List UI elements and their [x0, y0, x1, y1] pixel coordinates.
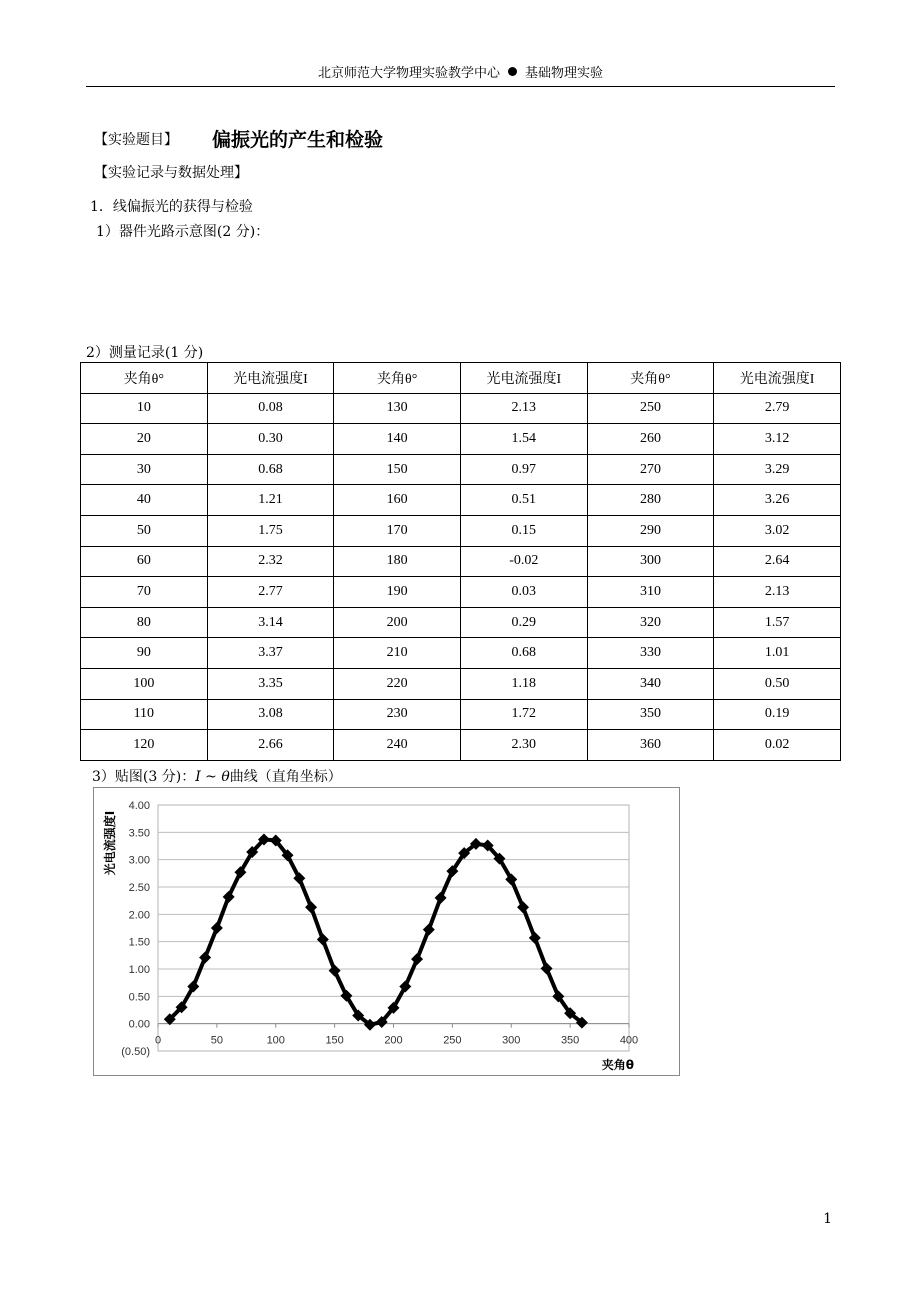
- table-cell: 300: [587, 546, 714, 577]
- col-header: 夹角θ°: [334, 363, 461, 394]
- subsection-3: [92, 766, 342, 786]
- y-tick-label: (0.50): [121, 1046, 150, 1058]
- y-tick-label: 4.00: [128, 800, 150, 812]
- table-cell: 270: [587, 454, 714, 485]
- table-cell: 0.68: [207, 454, 334, 485]
- x-tick-label: 250: [443, 1034, 462, 1047]
- x-tick-label: 350: [560, 1034, 580, 1047]
- header-right: 基础物理实验: [525, 66, 604, 81]
- y-tick-label: 2.00: [128, 909, 150, 922]
- table-cell: 150: [334, 454, 461, 485]
- table-cell: 3.12: [714, 424, 841, 455]
- y-tick-label: 0.50: [128, 991, 150, 1004]
- table-cell: 220: [334, 668, 461, 699]
- subsection-3-suffix: 曲线（直角坐标）: [229, 769, 342, 785]
- table-cell: 70: [81, 577, 208, 608]
- table-cell: 350: [587, 699, 714, 730]
- table-cell: 210: [334, 638, 461, 669]
- table-cell: 0.03: [460, 577, 587, 608]
- table-cell: 180: [334, 546, 461, 577]
- table-cell: 50: [81, 515, 208, 546]
- subsection-3-prefix: 3）贴图(3 分)：: [92, 769, 196, 785]
- table-cell: 160: [334, 485, 461, 516]
- table-cell: 30: [81, 454, 208, 485]
- table-cell: 2.32: [207, 546, 334, 577]
- table-cell: 250: [587, 393, 714, 424]
- page-number: 1: [823, 1211, 832, 1227]
- y-tick-label: 3.00: [128, 854, 150, 867]
- table-row: [81, 607, 841, 638]
- table-cell: 0.19: [714, 699, 841, 730]
- table-cell: 100: [81, 668, 208, 699]
- table-cell: 3.35: [207, 668, 334, 699]
- y-tick-label: 0.00: [128, 1018, 150, 1031]
- table-cell: 1.75: [207, 515, 334, 546]
- section-title: 偏振光的产生和检验: [212, 129, 384, 151]
- table-cell: 230: [334, 699, 461, 730]
- section-title-label: 【实验题目】: [94, 132, 178, 148]
- table-cell: 3.14: [207, 607, 334, 638]
- table-cell: 330: [587, 638, 714, 669]
- table-cell: 170: [334, 515, 461, 546]
- table-cell: 0.68: [460, 638, 587, 669]
- table-row: [81, 577, 841, 608]
- table-cell: 1.72: [460, 699, 587, 730]
- x-tick-label: 100: [266, 1034, 285, 1047]
- col-header: 光电流强度I: [207, 363, 334, 394]
- bullet-icon: [508, 67, 517, 76]
- subsection-3-formula: I ~ θ: [195, 769, 230, 785]
- table-cell: 60: [81, 546, 208, 577]
- table-cell: 2.77: [207, 577, 334, 608]
- table-cell: 0.30: [207, 424, 334, 455]
- x-axis-title: 夹角θ: [601, 1058, 634, 1072]
- table-cell: 280: [587, 485, 714, 516]
- table-cell: 3.29: [714, 454, 841, 485]
- table-cell: 1.54: [460, 424, 587, 455]
- table-cell: 2.79: [714, 393, 841, 424]
- table-cell: 260: [587, 424, 714, 455]
- y-tick-label: 1.00: [128, 964, 150, 976]
- x-tick-label: 300: [502, 1034, 521, 1047]
- y-axis-title: 光电流强度I: [103, 810, 117, 876]
- subsection-1: 1）器件光路示意图(2 分)：: [96, 224, 270, 240]
- table-cell: 1.57: [714, 607, 841, 638]
- table-cell: 2.13: [714, 577, 841, 608]
- table-row: [81, 424, 841, 455]
- table-cell: 10: [81, 393, 208, 424]
- table-cell: 120: [81, 730, 208, 761]
- record-label: 【实验记录与数据处理】: [94, 165, 248, 181]
- table-cell: 1.18: [460, 668, 587, 699]
- table-cell: 80: [81, 607, 208, 638]
- table-cell: 0.29: [460, 607, 587, 638]
- x-tick-label: 400: [619, 1034, 639, 1047]
- table-cell: 0.15: [460, 515, 587, 546]
- table-cell: 190: [334, 577, 461, 608]
- table-cell: 90: [81, 638, 208, 669]
- x-tick-label: 0: [154, 1034, 162, 1047]
- table-cell: 3.37: [207, 638, 334, 669]
- y-tick-label: 2.50: [128, 882, 150, 894]
- table-cell: 0.50: [714, 668, 841, 699]
- table-cell: 2.64: [714, 546, 841, 577]
- y-tick-label: 1.50: [128, 936, 150, 949]
- table-cell: 0.51: [460, 485, 587, 516]
- table-header-row: [81, 363, 841, 394]
- table-cell: 240: [334, 730, 461, 761]
- table-cell: 200: [334, 607, 461, 638]
- table-row: [81, 515, 841, 546]
- table-row: [81, 699, 841, 730]
- col-header: 夹角θ°: [81, 363, 208, 394]
- x-tick-label: 50: [210, 1034, 223, 1047]
- table-cell: 0.02: [714, 730, 841, 761]
- table-row: [81, 393, 841, 424]
- table-row: [81, 638, 841, 669]
- header-left: 北京师范大学物理实验教学中心: [317, 66, 500, 81]
- table-cell: 2.30: [460, 730, 587, 761]
- table-row: [81, 546, 841, 577]
- table-cell: 0.08: [207, 393, 334, 424]
- table-row: [81, 668, 841, 699]
- intensity-angle-chart: [94, 788, 679, 1075]
- table-row: [81, 485, 841, 516]
- x-tick-label: 150: [325, 1034, 344, 1047]
- table-cell: 3.02: [714, 515, 841, 546]
- table-cell: -0.02: [460, 546, 587, 577]
- table-cell: 40: [81, 485, 208, 516]
- page-header: [86, 64, 835, 87]
- table-cell: 0.97: [460, 454, 587, 485]
- y-tick-label: 3.50: [128, 827, 150, 840]
- table-cell: 340: [587, 668, 714, 699]
- subsection-2: 2）测量记录(1 分): [86, 345, 204, 361]
- col-header: 光电流强度I: [460, 363, 587, 394]
- table-cell: 2.66: [207, 730, 334, 761]
- table-cell: 3.08: [207, 699, 334, 730]
- table-row: [81, 454, 841, 485]
- table-cell: 140: [334, 424, 461, 455]
- table-cell: 1.01: [714, 638, 841, 669]
- table-cell: 320: [587, 607, 714, 638]
- col-header: 夹角θ°: [587, 363, 714, 394]
- table-cell: 110: [81, 699, 208, 730]
- table-cell: 310: [587, 577, 714, 608]
- table-cell: 130: [334, 393, 461, 424]
- measurement-table: [80, 362, 841, 761]
- table-cell: 360: [587, 730, 714, 761]
- chart-frame: [93, 787, 680, 1076]
- x-tick-label: 200: [384, 1034, 403, 1047]
- item-1-heading: 1．线偏振光的获得与检验: [90, 199, 253, 215]
- table-cell: 3.26: [714, 485, 841, 516]
- table-row: [81, 730, 841, 761]
- table-cell: 290: [587, 515, 714, 546]
- plot-area: [158, 805, 629, 1051]
- table-cell: 20: [81, 424, 208, 455]
- table-cell: 2.13: [460, 393, 587, 424]
- table-cell: 1.21: [207, 485, 334, 516]
- col-header: 光电流强度I: [714, 363, 841, 394]
